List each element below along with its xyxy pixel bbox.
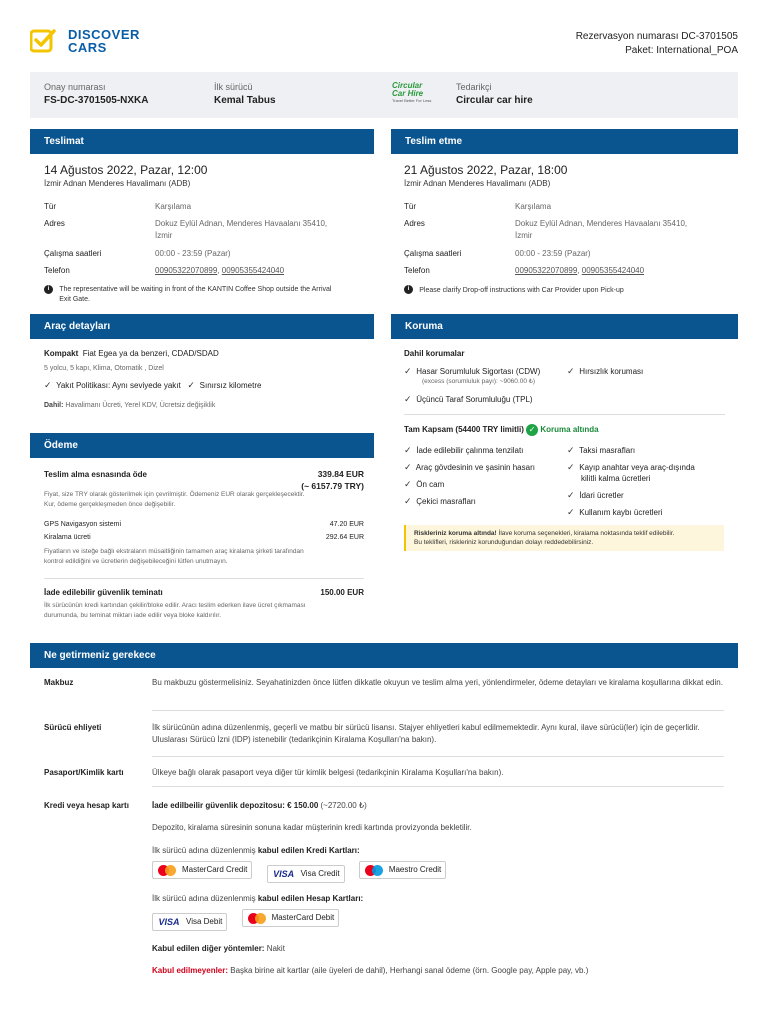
vehicle-included-value: Havalimanı Ücreti, Yerel KDV, Ücretsiz değişiklik	[65, 402, 216, 409]
pay-eur: 339.84 EUR	[317, 469, 364, 479]
pay-try: (~ 6157.79 TRY)	[301, 481, 364, 491]
vehicle-included-label: Dahil:	[44, 402, 64, 409]
check-icon: ✓	[567, 462, 575, 472]
credit-bold: kabul edilen Kredi Kartları:	[257, 846, 360, 855]
conversion-note	[44, 490, 304, 509]
credit-title	[152, 845, 732, 857]
dropoff-addr-key: Adres	[404, 219, 425, 228]
debit-pre: İlk sürücü adına düzenlenmiş	[152, 894, 258, 903]
driver-label: İlk sürücü	[214, 82, 253, 92]
card-label: MasterCard Credit	[182, 865, 248, 874]
brand-line2: CARS	[68, 40, 107, 55]
voucher-key: Makbuz	[44, 678, 74, 687]
pickup-type-key: Tür	[44, 202, 56, 211]
pickup-header: Teslimat	[30, 129, 374, 154]
card-deposit	[152, 800, 732, 812]
pickup-addr-key: Adres	[44, 219, 65, 228]
gps-label: GPS Navigasyon sistemi	[44, 521, 122, 528]
confirmation-block	[44, 82, 148, 106]
extras-note-line2: kontrol edildiğini ve ücretlerin değişebileceğini lütfen unutmayın.	[44, 558, 228, 565]
deposit-note-line1: İlk sürücünün kredi kartından çekilir/bloke edilir. Aracı teslim ederken ilave ücret çıkmaması	[44, 602, 306, 609]
list-item	[567, 504, 732, 521]
driver-value: Kemal Tabus	[214, 95, 276, 106]
check-icon: ✓	[404, 462, 412, 472]
dropoff-addr-line2: İzmir	[515, 231, 533, 240]
dropoff-note	[404, 285, 734, 296]
card-label: Maestro Credit	[388, 865, 442, 874]
dropoff-type-key: Tür	[404, 202, 416, 211]
divider	[404, 414, 725, 415]
package-name: Paket: International_POA	[625, 45, 738, 56]
visa-logo-icon: VISA	[158, 916, 180, 927]
theft-item	[567, 366, 643, 377]
brand-line1: DISCOVER	[68, 27, 140, 42]
warning-rest: İlave koruma seçenekleri, kiralama noktasında teklif edilebilir.	[496, 530, 675, 537]
divider	[152, 786, 724, 787]
supplier-logo-tag: Travel Better For Less	[392, 98, 432, 103]
pickup-hours-value: 00:00 - 23:59 (Pazar)	[155, 249, 231, 258]
vehicle-class: Kompakt	[44, 349, 79, 358]
other-methods	[152, 943, 732, 955]
vehicle-model-row	[44, 349, 219, 358]
full-left-list	[404, 442, 564, 510]
pickup-note	[44, 285, 366, 305]
dropoff-header: Teslim etme	[391, 129, 738, 154]
dropoff-hours-value: 00:00 - 23:59 (Pazar)	[515, 249, 591, 258]
dropoff-note-text: Please clarify Drop-off instructions with Car Provider upon Pick-up	[419, 287, 624, 294]
not-accepted-bold: Kabul edilmeyenler:	[152, 966, 229, 975]
card-deposit-note: Depozito, kiralama süresinin sonuna kadar müşterinin kredi kartında provizyonda bekletilir.	[152, 823, 472, 832]
cdw-excess: (excess (sorumluluk payı): ~9060.00 ₺)	[422, 378, 536, 385]
list-item-label: İdari ücretler	[579, 491, 624, 500]
other-bold: Kabul edilen diğer yöntemler:	[152, 944, 265, 953]
vehicle-included	[44, 401, 215, 411]
dropoff-section	[391, 129, 738, 294]
check-icon: ✓	[567, 490, 575, 500]
debit-cards	[152, 909, 732, 931]
protection-included-title: Dahil korumalar	[404, 349, 465, 358]
credit-cards	[152, 861, 732, 883]
dropoff-hours-key: Çalışma saatleri	[404, 249, 462, 258]
driver-block	[214, 82, 276, 106]
warning-line2: Bu teklifleri, riskleriniz korunduğundan dolayı reddedebilirsiniz.	[414, 539, 594, 546]
pickup-phone-key: Telefon	[44, 266, 70, 275]
full-coverage-row	[404, 424, 599, 436]
debit-bold: kabul edilen Hesap Kartları:	[257, 894, 364, 903]
visa-debit-card	[152, 913, 227, 931]
header-reservation	[576, 30, 738, 58]
supplier-logo-line2: Car Hire	[392, 89, 424, 98]
debit-title	[152, 893, 732, 905]
dropoff-phone-1[interactable]: 00905322070899	[515, 266, 578, 275]
pickup-phones: 00905322070899, 00905355424040	[155, 266, 285, 275]
check-icon: ✓	[404, 366, 412, 376]
list-item-label: Çekici masrafları	[416, 497, 476, 506]
conversion-note-line2: Kur, ödeme gerçekleşmeden önce değişebilir.	[44, 500, 176, 508]
card-row	[30, 797, 738, 982]
list-item-label: kilitli kalma ücretleri	[581, 474, 651, 483]
credit-pre: İlk sürücü adına düzenlenmiş	[152, 846, 258, 855]
pickup-addr-line2: İzmir	[155, 231, 173, 240]
vehicle-fuel: Yakıt Politikası: Aynı seviyede yakıt	[56, 381, 181, 390]
passport-key: Pasaport/Kimlik kartı	[44, 768, 124, 777]
deposit-value: 150.00 EUR	[320, 588, 364, 597]
license-key: Sürücü ehliyeti	[44, 723, 102, 732]
protection-header: Koruma	[391, 314, 738, 339]
protection-section	[391, 314, 738, 554]
full-right-list	[567, 442, 732, 521]
passport-row	[30, 766, 738, 786]
gps-value: 47.20 EUR	[329, 521, 364, 528]
mastercard-logo-icon	[247, 912, 267, 925]
dropoff-phone-key: Telefon	[404, 266, 430, 275]
rental-label: Kiralama ücreti	[44, 534, 91, 541]
confirmation-value: FS-DC-3701505-NXKA	[44, 95, 149, 106]
card-label: MasterCard Debit	[271, 913, 335, 922]
brand-logo-text	[68, 28, 140, 54]
supplier-block	[456, 82, 533, 106]
pickup-phone-1[interactable]: 00905322070899	[155, 266, 218, 275]
other-rest: Nakit	[264, 944, 285, 953]
pickup-location: İzmir Adnan Menderes Havalimanı (ADB)	[44, 179, 191, 188]
protection-warning	[404, 525, 724, 551]
full-coverage-badge: Koruma altında	[540, 425, 599, 435]
dropoff-location: İzmir Adnan Menderes Havalimanı (ADB)	[404, 179, 551, 188]
cdw-label: Hasar Sorumluluk Sigortası (CDW)	[416, 367, 541, 376]
voucher-value: Bu makbuzu göstermelisiniz. Seyahatinizden önce lütfen dikkatle okuyun ve teslim alma yeri, yönlendirmeler, ödeme detayları ve kiralama koşullarına dikkat edin.	[152, 678, 723, 687]
dropoff-addr-line1: Dokuz Eylül Adnan, Menderes Havaalanı 35410,	[515, 219, 688, 228]
card-deposit-rest: (~2720.00 ₺)	[318, 801, 367, 810]
divider	[152, 710, 724, 711]
check-icon: ✓	[404, 394, 412, 404]
pickup-note-line1: The representative will be waiting in front of the KANTIN Coffee Shop outside the Arrival	[59, 286, 332, 293]
card-label: Visa Credit	[300, 868, 340, 878]
reservation-number: Rezervasyon numarası DC-3701505	[575, 31, 738, 42]
theft-label: Hırsızlık koruması	[579, 367, 644, 376]
vehicle-section	[30, 314, 374, 424]
extras-note-line1: Fiyatların ve isteğe bağlı ekstraların müsaitliğinin tamamen araç kiralama şirketi tarafından	[44, 548, 304, 555]
discovercars-logo-icon	[30, 28, 56, 54]
dropoff-phones: 00905322070899, 00905355424040	[515, 266, 645, 275]
list-item	[567, 459, 732, 487]
warning-bold: Riskleriniz koruma altında!	[414, 530, 497, 537]
divider	[152, 756, 724, 757]
info-icon: i	[44, 285, 53, 294]
dropoff-type-value: Karşılama	[515, 202, 552, 211]
list-item	[404, 442, 564, 459]
dropoff-phone-2[interactable]: 00905355424040	[581, 266, 645, 275]
pickup-type-value: Karşılama	[155, 202, 192, 211]
card-deposit-bold: İade edilbeilir güvenlik depozitosu: € 150.00	[152, 801, 319, 810]
check-icon: ✓	[567, 366, 575, 376]
pickup-datetime: 14 Ağustos 2022, Pazar, 12:00	[44, 163, 208, 177]
license-row	[30, 721, 738, 757]
check-icon: ✓	[567, 507, 575, 517]
payment-section	[30, 433, 374, 628]
not-accepted-rest: Başka birine ait kartlar (aile üyeleri de dahil), Herhangi sanal ödeme (örn. Google pay, Apple pay, vb.)	[228, 966, 589, 975]
info-bar	[30, 72, 738, 118]
check-icon: ✓	[567, 445, 575, 455]
list-item-label: Kayıp anahtar veya araç-dışında	[579, 463, 695, 472]
check-icon: ✓	[404, 479, 412, 489]
list-item-label: Araç gövdesinin ve şasinin hasarı	[415, 463, 535, 472]
list-item-label: Taksi masrafları	[579, 446, 636, 455]
payment-header: Ödeme	[30, 433, 374, 458]
list-item	[404, 476, 564, 493]
list-item	[567, 487, 732, 504]
deposit-note-line2: durumunda, bu teminat miktarı iade edilir veya bloke kaldırılır.	[44, 612, 222, 619]
bring-header: Ne getirmeniz gerekece	[30, 643, 738, 668]
not-accepted	[152, 965, 732, 977]
deposit-note	[44, 601, 306, 621]
confirmation-label: Onay numarası	[44, 82, 106, 92]
supplier-logo-line1: Circular	[392, 81, 423, 90]
pickup-phone-2[interactable]: 00905355424040	[221, 266, 285, 275]
vehicle-features	[44, 380, 261, 391]
card-label: Visa Debit	[186, 916, 223, 926]
vehicle-specs: 5 yolcu, 5 kapı, Klima, Otomatik , Dizel	[44, 365, 164, 372]
list-item-label: Ön cam	[416, 480, 445, 489]
mastercard-debit-card	[242, 909, 340, 927]
pickup-note-line2: Exit Gate.	[59, 296, 90, 303]
supplier-logo	[392, 82, 450, 108]
rental-value: 292.64 EUR	[325, 534, 364, 541]
mastercard-credit-card	[152, 861, 252, 879]
visa-logo-icon: VISA	[273, 868, 295, 879]
list-item-label: Kullanım kaybı ücretleri	[579, 508, 663, 517]
maestro-logo-icon	[364, 864, 384, 877]
mastercard-logo-icon	[157, 864, 177, 877]
vehicle-model: Fiat Egea ya da benzeri, CDAD/SDAD	[82, 349, 219, 358]
dropoff-details	[404, 201, 724, 281]
tpl-label: Üçüncü Taraf Sorumluluğu (TPL)	[416, 395, 533, 404]
pickup-details	[44, 201, 364, 281]
pay-at-pickup-amount	[301, 468, 364, 492]
tpl-item	[404, 394, 533, 405]
maestro-credit-card	[359, 861, 446, 879]
check-icon: ✓	[187, 380, 195, 390]
card-key: Kredi veya hesap kartı	[44, 801, 129, 810]
list-item	[404, 493, 564, 510]
visa-credit-card	[267, 865, 345, 883]
cdw-item	[404, 366, 540, 387]
dropoff-datetime: 21 Ağustos 2022, Pazar, 18:00	[404, 163, 568, 177]
check-icon: ✓	[44, 380, 52, 390]
pay-at-pickup-label: Teslim alma esnasında öde	[44, 470, 148, 479]
supplier-value: Circular car hire	[456, 95, 533, 106]
bring-section	[30, 643, 738, 668]
list-item	[404, 459, 564, 476]
pickup-section	[30, 129, 374, 303]
extras-note	[44, 547, 304, 567]
vehicle-km: Sınırsız kilometre	[199, 381, 262, 390]
deposit-label: İade edilebilir güvenlik teminatı	[44, 588, 163, 597]
pickup-hours-key: Çalışma saatleri	[44, 249, 102, 258]
check-icon: ✓	[404, 445, 412, 455]
check-icon: ✓	[404, 496, 412, 506]
license-value: İlk sürücünün adına düzenlenmiş, geçerli ve matbu bir sürücü lisansı. Stajyer ehliyetleri kabul edilmemektedir. Aynı kural, ilave sürücü(ler) için de geçerlidir. Uluslarası Sürücü İzni (IDP) istenebilir (tedarikçinin Kiralama Koşulları'na bakın).	[152, 723, 700, 744]
divider	[44, 578, 364, 579]
full-coverage-title: Tam Kapsam (54400 TRY limitli)	[404, 425, 524, 435]
info-icon: i	[404, 285, 413, 294]
supplier-label: Tedarikçi	[456, 82, 492, 92]
vehicle-header: Araç detayları	[30, 314, 374, 339]
shield-check-icon: ✓	[526, 424, 538, 436]
list-item-label: İade edilebilir çalınma tenzilatı	[416, 446, 524, 455]
passport-value: Ülkeye bağlı olarak pasaport veya diğer tür kimlik belgesi (tedarikçinin Kiralama Koşulları'na bakın).	[152, 768, 504, 777]
list-item	[567, 442, 732, 459]
pickup-addr-line1: Dokuz Eylül Adnan, Menderes Havaalanı 35410,	[155, 219, 328, 228]
conversion-note-line1: Fiyat, size TRY olarak gösterilmek için çevrilmiştir. Ödemeniz EUR olarak gerçekleşecektir.	[44, 491, 305, 498]
